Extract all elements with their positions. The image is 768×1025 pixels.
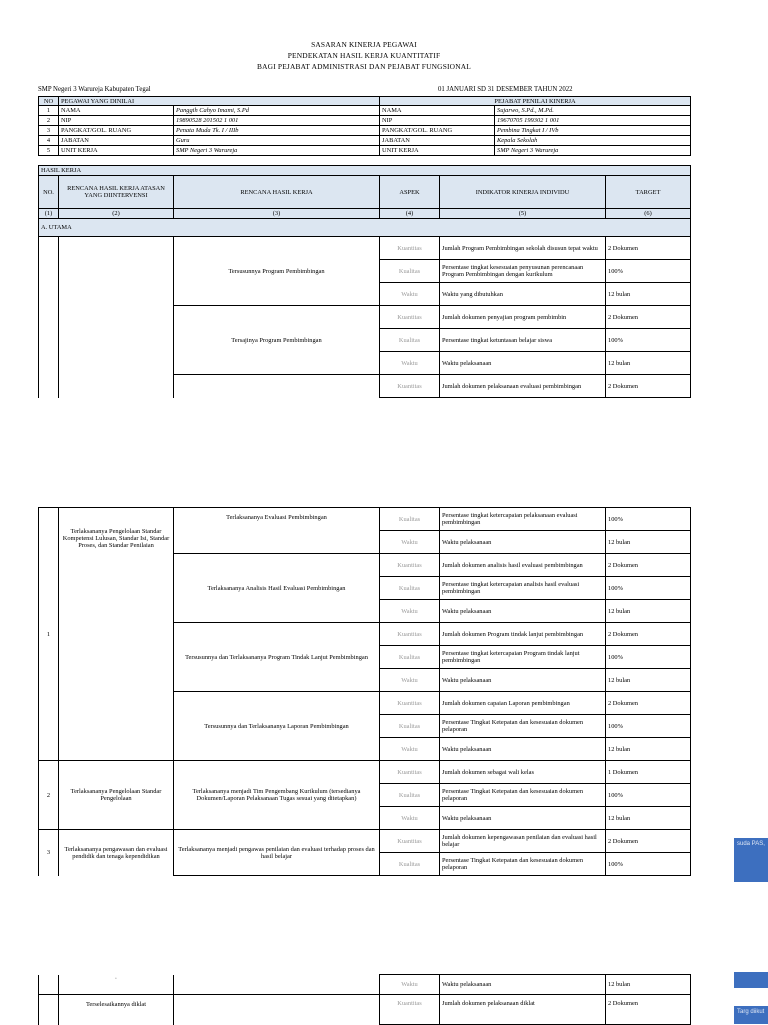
aspek-cell: Waktu (380, 283, 440, 306)
aspek-cell: Kualitas (380, 784, 440, 807)
rencana-cell: Tersusunnya Program Pembimbingan (174, 237, 380, 306)
hasil-kerja-table-page-3: · Waktu Waktu pelaksanaan 12 bulan Terselesaikannya diklat Kuantitas Jumlah dokumen pelaksanaan diklat 2 Dokumen (38, 974, 691, 1025)
doc-title-line-1: SASARAN KINERJA PEGAWAI (311, 40, 417, 49)
assessor-field-value: Pembina Tingkat I / IVb (495, 126, 691, 136)
indikator-cell: Waktu pelaksanaan (440, 669, 606, 692)
target-cell: 12 bulan (606, 352, 691, 375)
target-cell: 2 Dokumen (606, 995, 691, 1025)
evaluated-field-value: Penata Muda Tk. I / IIIb (174, 126, 380, 136)
identity-no: 3 (39, 126, 59, 136)
doc-title-line-2: PENDEKATAN HASIL KERJA KUANTITATIF (287, 51, 441, 60)
table-row (39, 761, 691, 784)
target-cell: 2 Dokumen (606, 692, 691, 715)
no-cell: 3 (39, 830, 59, 876)
evaluated-field-label: PANGKAT/GOL. RUANG (59, 126, 174, 136)
aspek-cell: Waktu (380, 738, 440, 761)
col-aspek-header: ASPEK (380, 176, 440, 209)
target-cell: 2 Dokumen (606, 237, 691, 260)
aspek-cell: Kualitas (380, 646, 440, 669)
indikator-cell: Jumlah dokumen sebagai wali kelas (440, 761, 606, 784)
table-row (39, 237, 691, 260)
evaluated-field-value: SMP Negeri 3 Warureja (174, 146, 380, 156)
target-cell: 100% (606, 784, 691, 807)
page-2 (38, 507, 690, 876)
col-no-header: NO. (39, 176, 59, 209)
target-cell: 100% (606, 853, 691, 876)
assessor-field-label: JABATAN (380, 136, 495, 146)
target-cell: 12 bulan (606, 669, 691, 692)
side-comment-box[interactable]: suda PAS, (734, 838, 768, 882)
indikator-cell: Jumlah dokumen pelaksanaan evaluasi pembimbingan (440, 375, 606, 398)
identity-no-header: NO (39, 97, 59, 106)
indikator-cell: Persentase Tingkat Ketepatan dan kesesuaian dokumen pelaporan (440, 715, 606, 738)
col-number: (3) (174, 209, 380, 219)
table-row (39, 508, 691, 531)
aspek-cell: Kuantitas (380, 237, 440, 260)
indikator-cell: Waktu yang dibutuhkan (440, 283, 606, 306)
aspek-cell: Waktu (380, 669, 440, 692)
aspek-cell: Kualitas (380, 853, 440, 876)
target-cell: 100% (606, 329, 691, 352)
target-cell: 2 Dokumen (606, 306, 691, 329)
section-hasil-kerja: HASIL KERJA (39, 166, 691, 176)
col-number: (5) (440, 209, 606, 219)
indikator-cell: Jumlah Program Pembimbingan sekolah disusun tepat waktu (440, 237, 606, 260)
identity-no: 1 (39, 106, 59, 116)
assessor-header: PEJABAT PENILAI KINERJA (380, 97, 691, 106)
aspek-cell: Kuantitas (380, 623, 440, 646)
target-cell: 2 Dokumen (606, 554, 691, 577)
col-number: (6) (606, 209, 691, 219)
aspek-cell: Kualitas (380, 329, 440, 352)
aspek-cell: Kuantitas (380, 995, 440, 1025)
assessor-field-label: UNIT KERJA (380, 146, 495, 156)
assessor-field-label: PANGKAT/GOL. RUANG (380, 126, 495, 136)
indikator-cell: Persentase tingkat kesesuaian penyusunan perencanaan Program Pembimbingan dengan kurikulum (440, 260, 606, 283)
aspek-cell: Waktu (380, 807, 440, 830)
no-cell (39, 237, 59, 398)
assessor-field-value: Kepala Sekolah (495, 136, 691, 146)
col-target-header: TARGET (606, 176, 691, 209)
indikator-cell: Waktu pelaksanaan (440, 352, 606, 375)
evaluated-field-value: 19890528 201502 1 001 (174, 116, 380, 126)
identity-no: 4 (39, 136, 59, 146)
aspek-cell: Waktu (380, 531, 440, 554)
evaluated-field-value: Guru (174, 136, 380, 146)
target-cell: 2 Dokumen (606, 623, 691, 646)
rencana-cell: Tersusunnya dan Terlaksananya Laporan Pembimbingan (174, 692, 380, 761)
rencana-cell: Terlaksananya menjadi Tim Pengembang Kurikulum (tersedianya Dokumen/Laporan Pelaksanaan Tugas sesuai yang ditetapkan) (174, 761, 380, 830)
col-number: (1) (39, 209, 59, 219)
evaluated-field-label: UNIT KERJA (59, 146, 174, 156)
identity-row (39, 106, 691, 116)
indikator-cell: Jumlah dokumen Program tindak lanjut pembimbingan (440, 623, 606, 646)
assessor-field-value: SMP Negeri 3 Warureja (495, 146, 691, 156)
atasan-cell: Terlaksananya pengawasan dan evaluasi pendidik dan tenaga kependidikan (59, 830, 174, 876)
identity-row (39, 136, 691, 146)
indikator-cell: Waktu pelaksanaan (440, 600, 606, 623)
aspek-cell: Waktu (380, 975, 440, 995)
rencana-cell: Terlaksananya Evaluasi Pembimbingan (174, 508, 380, 554)
evaluated-field-value: Panggih Cahyo Imami, S.Pd (174, 106, 380, 116)
side-comment-box-small[interactable] (734, 972, 768, 988)
aspek-cell: Kuantitas (380, 306, 440, 329)
indikator-cell: Waktu pelaksanaan (440, 807, 606, 830)
atasan-cell (59, 237, 174, 398)
evaluated-field-label: NIP (59, 116, 174, 126)
hasil-kerja-table (38, 165, 691, 398)
col-indikator-header: INDIKATOR KINERJA INDIVIDU (440, 176, 606, 209)
col-rencana-header: RENCANA HASIL KERJA (174, 176, 380, 209)
target-cell: 100% (606, 508, 691, 531)
indikator-cell: Persentase tingkat ketercapaian analisis hasil evaluasi pembimbingan (440, 577, 606, 600)
aspek-cell: Kuantitas (380, 375, 440, 398)
indikator-cell: Persentase Tingkat Ketepatan dan kesesuaian dokumen pelaporan (440, 853, 606, 876)
aspek-cell: Waktu (380, 600, 440, 623)
identity-row (39, 146, 691, 156)
aspek-cell: Kualitas (380, 260, 440, 283)
table-row (39, 830, 691, 853)
hasil-kerja-table-continued (38, 507, 691, 876)
indikator-cell: Waktu pelaksanaan (440, 738, 606, 761)
side-comment-box-target[interactable]: Targ diikut (734, 1006, 768, 1024)
indikator-cell: Persentase tingkat ketercapaian pelaksanaan evaluasi pembimbingan (440, 508, 606, 531)
identity-row (39, 126, 691, 136)
school-label: SMP Negeri 3 Warureja Kabupaten Tegal (38, 86, 151, 93)
indikator-cell: Jumlah dokumen analisis hasil evaluasi pembimbingan (440, 554, 606, 577)
indikator-cell: Jumlah dokumen pelaksanaan diklat (440, 995, 606, 1025)
no-cell: 1 (39, 508, 59, 761)
evaluated-field-label: NAMA (59, 106, 174, 116)
aspek-cell: Kuantitas (380, 761, 440, 784)
assessor-field-label: NAMA (380, 106, 495, 116)
aspek-cell: Kuantitas (380, 554, 440, 577)
target-cell: 1 Dokumen (606, 761, 691, 784)
identity-row (39, 116, 691, 126)
indikator-cell: Persentase tingkat ketercapaian Program tindak lanjut pembimbingan (440, 646, 606, 669)
target-cell: 12 bulan (606, 531, 691, 554)
indikator-cell: Persentase Tingkat Ketepatan dan kesesuaian dokumen pelaporan (440, 784, 606, 807)
target-cell: 12 bulan (606, 600, 691, 623)
rencana-cell: Tersusunnya dan Terlaksananya Program Tindak Lanjut Pembimbingan (174, 623, 380, 692)
atasan-cell: Terlaksananya Pengelolaan Standar Kompetensi Lulusan, Standar Isi, Standar Proses, dan Standar Penilaian (59, 508, 174, 761)
atasan-cell: Terselesaikannya diklat (59, 995, 174, 1025)
identity-table (38, 96, 691, 156)
col-number: (2) (59, 209, 174, 219)
target-cell: 12 bulan (606, 807, 691, 830)
target-cell: 100% (606, 715, 691, 738)
evaluated-field-label: JABATAN (59, 136, 174, 146)
rencana-cell (174, 375, 380, 398)
indikator-cell: Persentase tingkat ketuntasan belajar siswa (440, 329, 606, 352)
assessor-field-label: NIP (380, 116, 495, 126)
section-utama: A. UTAMA (39, 219, 691, 237)
target-cell: 2 Dokumen (606, 375, 691, 398)
aspek-cell: Kualitas (380, 715, 440, 738)
indikator-cell: Jumlah dokumen capaian Laporan pembimbingan (440, 692, 606, 715)
evaluated-header: PEGAWAI YANG DINILAI (59, 97, 380, 106)
aspek-cell: Kualitas (380, 577, 440, 600)
indikator-cell: Jumlah dokumen kepengawasan penilaian dan evaluasi hasil belajar (440, 830, 606, 853)
indikator-cell: Waktu pelaksanaan (440, 975, 606, 995)
page-3 (38, 974, 690, 1025)
target-cell: 100% (606, 577, 691, 600)
target-cell: 100% (606, 260, 691, 283)
indikator-cell: Jumlah dokumen penyajian program pembimbin (440, 306, 606, 329)
col-atasan-header: RENCANA HASIL KERJA ATASAN YANG DIINTERVENSI (59, 176, 174, 209)
atasan-cell: Terlaksananya Pengelolaan Standar Pengelolaan (59, 761, 174, 830)
target-cell: 100% (606, 646, 691, 669)
doc-title-line-3: BAGI PEJABAT ADMINISTRASI DAN PEJABAT FUNGSIONAL (256, 62, 472, 71)
aspek-cell: Waktu (380, 352, 440, 375)
target-cell: 12 bulan (606, 738, 691, 761)
col-number: (4) (380, 209, 440, 219)
rencana-cell: Terlaksananya Analisis Hasil Evaluasi Pembimbingan (174, 554, 380, 623)
identity-no: 2 (39, 116, 59, 126)
aspek-cell: Kuantitas (380, 830, 440, 853)
rencana-cell: Terlaksananya menjadi pengawas penilaian dan evaluasi terhadap proses dan hasil belajar (174, 830, 380, 876)
target-cell: 2 Dokumen (606, 830, 691, 853)
assessor-field-value: Sujarwo, S.Pd., M.Pd. (495, 106, 691, 116)
assessor-field-value: 19670705 199302 1 001 (495, 116, 691, 126)
no-cell: 2 (39, 761, 59, 830)
period-label: 01 JANUARI SD 31 DESEMBER TAHUN 2022 (438, 86, 573, 93)
target-cell: 12 bulan (606, 975, 691, 995)
rencana-cell: Tersajinya Program Pembimbingan (174, 306, 380, 375)
indikator-cell: Waktu pelaksanaan (440, 531, 606, 554)
aspek-cell: Kualitas (380, 508, 440, 531)
aspek-cell: Kuantitas (380, 692, 440, 715)
identity-no: 5 (39, 146, 59, 156)
target-cell: 12 bulan (606, 283, 691, 306)
